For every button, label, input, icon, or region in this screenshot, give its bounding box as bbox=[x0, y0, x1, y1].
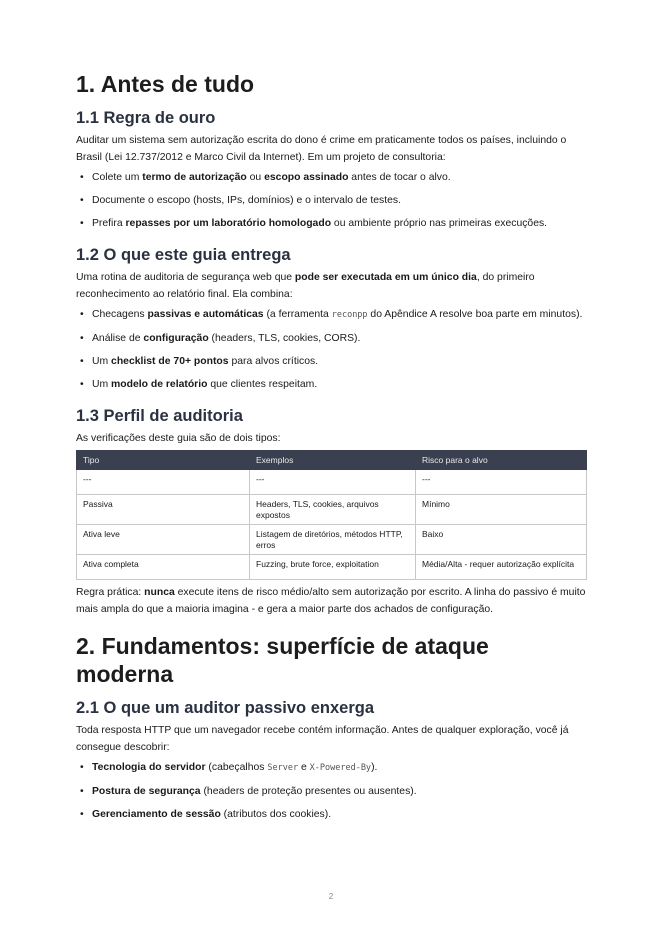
bullet-icon: • bbox=[80, 786, 84, 797]
table-row bbox=[77, 555, 587, 580]
table-cell: Listagem de diretórios, métodos HTTP, erros bbox=[250, 525, 416, 555]
subsection-heading-1-1: 1.1 Regra de ouro bbox=[76, 109, 216, 127]
bullet-icon: • bbox=[80, 379, 84, 390]
table-cell: Ativa completa bbox=[77, 555, 250, 580]
list-item: • Postura de segurança (headers de proteção presentes ou ausentes). bbox=[80, 786, 417, 797]
list-item: • Tecnologia do servidor (cabeçalhos Server e X-Powered-By). bbox=[80, 762, 378, 773]
list-item: • Gerenciamento de sessão (atributos dos cookies). bbox=[80, 809, 332, 820]
section-heading-1: 1. Antes de tudo bbox=[76, 71, 255, 97]
paragraph-1-3-rule: Regra prática: nunca execute itens de risco médio/alto sem autorização por escrito. A linha do passivo é muito mais ampla do que a maioria imagina - e gera a maior parte dos achados de configuração. bbox=[76, 587, 586, 615]
list-item: • Um modelo de relatório que clientes respeitam. bbox=[80, 379, 318, 390]
bullet-icon: • bbox=[80, 356, 84, 367]
paragraph-2-1-intro: Toda resposta HTTP que um navegador recebe contém informação. Antes de qualquer exploração, você já consegue descobrir: bbox=[76, 725, 569, 753]
bullet-icon: • bbox=[80, 218, 84, 229]
bullet-icon: • bbox=[80, 762, 84, 773]
audit-profile-table bbox=[76, 450, 587, 580]
table-cell: Baixo bbox=[416, 525, 587, 555]
table-header-cell: Exemplos bbox=[250, 451, 416, 470]
page-number: 2 bbox=[328, 892, 334, 901]
code-reconpp: reconpp bbox=[331, 310, 368, 320]
list-item: • Análise de configuração (headers, TLS, cookies, CORS). bbox=[80, 333, 361, 344]
document-page bbox=[76, 62, 586, 830]
table-row bbox=[77, 495, 587, 525]
subsection-heading-2-1: 2.1 O que um auditor passivo enxerga bbox=[76, 699, 375, 717]
table-cell: Headers, TLS, cookies, arquivos expostos bbox=[250, 495, 416, 525]
table-cell: Passiva bbox=[77, 495, 250, 525]
subsection-heading-1-3: 1.3 Perfil de auditoria bbox=[76, 407, 243, 425]
bullet-icon: • bbox=[80, 195, 84, 206]
paragraph-1-1-intro: Auditar um sistema sem autorização escrita do dono é crime em praticamente todos os países, incluindo o Brasil (Lei 12.737/2012 e Marco Civil da Internet). Em um projeto de consultoria: bbox=[76, 135, 567, 163]
code-server: Server bbox=[267, 763, 299, 773]
table-header-cell: Risco para o alvo bbox=[416, 451, 587, 470]
table-cell: Ativa leve bbox=[77, 525, 250, 555]
list-item: • Documente o escopo (hosts, IPs, domínios) e o intervalo de testes. bbox=[80, 195, 401, 206]
table-cell: Mínimo bbox=[416, 495, 587, 525]
bullet-icon: • bbox=[80, 809, 84, 820]
table-cell: --- bbox=[250, 470, 416, 495]
bullet-list-2-1 bbox=[76, 760, 586, 822]
table-cell: Fuzzing, brute force, exploitation bbox=[250, 555, 416, 580]
list-item: • Prefira repasses por um laboratório homologado ou ambiente próprio nas primeiras execuções. bbox=[80, 218, 548, 229]
paragraph-1-3-intro: As verificações deste guia são de dois tipos: bbox=[76, 433, 281, 444]
bullet-list-1-1 bbox=[76, 170, 586, 231]
list-item: • Colete um termo de autorização ou escopo assinado antes de tocar o alvo. bbox=[80, 172, 451, 183]
table-header-row bbox=[77, 451, 587, 470]
table-row bbox=[77, 470, 587, 495]
bullet-icon: • bbox=[80, 309, 84, 320]
table-row bbox=[77, 525, 587, 555]
list-item: • Um checklist de 70+ pontos para alvos críticos. bbox=[80, 356, 319, 367]
table-cell: Média/Alta - requer autorização explícita bbox=[416, 555, 587, 580]
bullet-icon: • bbox=[80, 333, 84, 344]
table-cell: --- bbox=[77, 470, 250, 495]
bullet-list-1-2 bbox=[76, 307, 586, 392]
paragraph-1-2-intro: Uma rotina de auditoria de segurança web que pode ser executada em um único dia, do primeiro reconhecimento ao relatório final. Ela combina: bbox=[76, 272, 535, 300]
bullet-icon: • bbox=[80, 172, 84, 183]
section-heading-2: 2. Fundamentos: superfície de ataque moderna bbox=[76, 633, 489, 687]
code-x-powered-by: X-Powered-By bbox=[309, 763, 372, 773]
list-item: • Checagens passivas e automáticas (a ferramenta reconpp do Apêndice A resolve boa parte em minutos). bbox=[80, 309, 583, 320]
table-cell: --- bbox=[416, 470, 587, 495]
table-header-cell: Tipo bbox=[77, 451, 250, 470]
subsection-heading-1-2: 1.2 O que este guia entrega bbox=[76, 246, 291, 264]
